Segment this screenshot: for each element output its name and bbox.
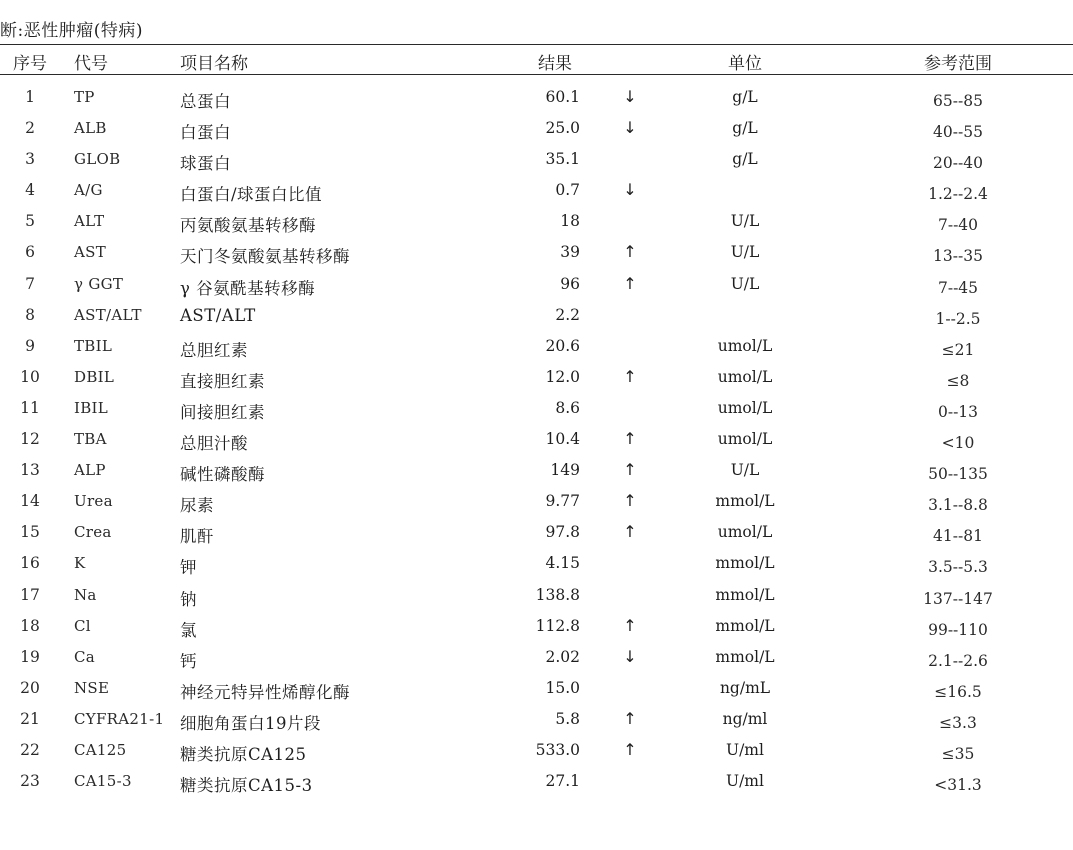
row-range: 0--13 [937, 402, 979, 421]
row-flag-arrow: ↑ [623, 273, 637, 293]
table-row [0, 84, 1073, 115]
row-code: TBIL [74, 336, 113, 355]
row-flag-arrow: ↓ [623, 180, 637, 200]
header-name: 项目名称 [180, 54, 248, 74]
row-result: 138.8 [535, 585, 580, 604]
table-row [0, 271, 1073, 302]
row-range: 20--40 [933, 154, 983, 173]
row-name: 总胆汁酸 [180, 434, 248, 454]
row-code: TBA [74, 430, 107, 449]
row-name: γ 谷氨酰基转移酶 [180, 278, 316, 298]
row-range: 7--40 [937, 216, 979, 235]
row-unit: g/L [732, 88, 758, 106]
row-code: γ GGT [74, 274, 124, 293]
header-top-rule [0, 44, 1073, 45]
row-seq: 22 [20, 740, 40, 759]
row-seq: 3 [25, 150, 35, 169]
table-row [0, 488, 1073, 519]
row-name: 氯 [180, 620, 197, 640]
row-result: 9.77 [545, 492, 580, 511]
row-unit: U/ml [726, 772, 764, 791]
row-name: 碱性磷酸酶 [180, 465, 265, 485]
row-seq: 19 [20, 647, 40, 666]
row-result: 27.1 [545, 772, 580, 791]
row-code: Crea [74, 523, 112, 542]
row-unit: umol/L [717, 430, 773, 449]
row-code: CA15-3 [74, 772, 132, 791]
row-name: 钠 [180, 589, 197, 609]
row-range: 1--2.5 [935, 309, 981, 328]
row-code: Urea [74, 492, 113, 511]
row-seq: 21 [20, 709, 40, 728]
row-seq: 11 [20, 398, 40, 417]
row-unit: ng/ml [722, 709, 768, 728]
row-result: 2.2 [555, 305, 580, 324]
table-row [0, 146, 1073, 177]
table-header [0, 49, 1073, 73]
row-range: 99--110 [928, 620, 988, 639]
table-row [0, 644, 1073, 675]
table-row [0, 239, 1073, 270]
row-name: 尿素 [180, 496, 214, 516]
row-flag-arrow: ↑ [623, 708, 637, 728]
row-unit: mmol/L [715, 492, 775, 511]
row-range: 41--81 [933, 527, 983, 546]
row-seq: 7 [25, 274, 35, 293]
row-flag-arrow: ↓ [623, 87, 637, 106]
row-unit: U/L [730, 212, 760, 231]
row-range: ≤3.3 [939, 713, 977, 732]
row-range: ≤8 [946, 371, 970, 390]
row-unit: mmol/L [715, 585, 775, 604]
row-result: 149 [550, 461, 580, 480]
row-name: 丙氨酸氨基转移酶 [180, 216, 316, 236]
row-flag-arrow: ↑ [623, 460, 637, 480]
row-flag-arrow: ↑ [623, 739, 637, 759]
row-code: A/G [74, 181, 103, 200]
row-result: 39 [560, 243, 580, 262]
row-seq: 1 [25, 88, 35, 106]
diagnosis-line: 断:恶性肿瘤(特病) [0, 21, 143, 41]
row-name: 神经元特异性烯醇化酶 [180, 682, 350, 702]
row-code: Na [74, 585, 97, 604]
row-result: 533.0 [535, 740, 580, 759]
header-bottom-rule [0, 74, 1073, 75]
row-result: 35.1 [545, 150, 580, 169]
table-row [0, 115, 1073, 146]
row-seq: 16 [20, 554, 40, 573]
table-row [0, 364, 1073, 395]
table-row [0, 457, 1073, 488]
row-range: 40--55 [933, 123, 983, 142]
row-seq: 5 [25, 212, 35, 231]
row-seq: 13 [20, 461, 40, 480]
row-range: 2.1--2.6 [928, 651, 988, 670]
header-range: 参考范围 [924, 54, 992, 74]
table-row [0, 519, 1073, 550]
row-code: Cl [74, 616, 91, 635]
row-result: 18 [560, 212, 580, 231]
table-row [0, 333, 1073, 364]
row-name: 直接胆红素 [180, 371, 265, 391]
row-range: 1.2--2.4 [928, 185, 988, 204]
row-name: 肌酐 [180, 527, 214, 547]
row-result: 0.7 [555, 181, 580, 200]
row-range: <31.3 [934, 776, 982, 795]
row-seq: 15 [20, 523, 40, 542]
row-seq: 8 [25, 305, 35, 324]
row-unit: U/L [730, 461, 760, 480]
table-row [0, 395, 1073, 426]
row-flag-arrow: ↑ [623, 429, 637, 449]
row-code: GLOB [74, 150, 121, 169]
table-row [0, 582, 1073, 613]
row-seq: 10 [20, 367, 40, 386]
row-seq: 18 [20, 616, 40, 635]
row-seq: 2 [25, 119, 35, 138]
results-table-body [0, 84, 1073, 799]
header-result: 结果 [538, 54, 572, 74]
row-flag-arrow: ↑ [623, 366, 637, 386]
row-flag-arrow: ↓ [623, 118, 637, 138]
table-row [0, 737, 1073, 768]
row-unit: U/L [730, 243, 760, 262]
row-result: 96 [560, 274, 580, 293]
row-name: 天门冬氨酸氨基转移酶 [180, 247, 350, 267]
row-name: 白蛋白 [180, 123, 231, 143]
row-range: 50--135 [928, 465, 988, 484]
row-seq: 6 [25, 243, 35, 262]
row-flag-arrow: ↓ [623, 646, 637, 666]
row-code: TP [74, 88, 95, 106]
table-row [0, 208, 1073, 239]
row-unit: umol/L [717, 523, 773, 542]
row-name: 细胞角蛋白19片段 [180, 713, 321, 733]
row-flag-arrow: ↑ [623, 491, 637, 511]
row-result: 2.02 [545, 647, 580, 666]
row-name: 白蛋白/球蛋白比值 [180, 185, 323, 205]
row-range: 65--85 [933, 92, 983, 110]
row-name: 间接胆红素 [180, 402, 265, 422]
row-seq: 4 [25, 181, 35, 200]
row-unit: U/ml [726, 740, 764, 759]
row-code: IBIL [74, 398, 109, 417]
row-code: NSE [74, 678, 110, 697]
row-name: 钾 [180, 558, 197, 578]
row-unit: mmol/L [715, 647, 775, 666]
row-range: 3.5--5.3 [928, 558, 988, 577]
row-code: K [74, 554, 86, 573]
row-result: 60.1 [545, 88, 580, 106]
row-range: 3.1--8.8 [928, 496, 988, 515]
row-result: 15.0 [545, 678, 580, 697]
row-name: 总蛋白 [180, 92, 231, 111]
row-result: 10.4 [545, 430, 580, 449]
row-seq: 17 [20, 585, 40, 604]
header-unit: 单位 [728, 54, 762, 74]
row-flag-arrow: ↑ [623, 522, 637, 542]
table-row [0, 768, 1073, 799]
table-row [0, 426, 1073, 457]
row-range: 137--147 [923, 589, 993, 608]
table-row [0, 302, 1073, 333]
header-code: 代号 [74, 54, 108, 74]
row-seq: 20 [20, 678, 40, 697]
row-code: ALB [74, 119, 107, 138]
table-row [0, 613, 1073, 644]
row-unit: ng/mL [719, 678, 771, 697]
row-seq: 12 [20, 430, 40, 449]
row-result: 4.15 [545, 554, 580, 573]
table-row [0, 550, 1073, 581]
row-name: 总胆红素 [180, 340, 248, 360]
row-name: AST/ALT [180, 305, 256, 325]
row-unit: mmol/L [715, 554, 775, 573]
row-unit: g/L [732, 150, 758, 169]
row-result: 8.6 [555, 398, 580, 417]
row-unit: g/L [732, 119, 758, 138]
row-result: 25.0 [545, 119, 580, 138]
row-seq: 14 [20, 492, 40, 511]
row-flag-arrow: ↑ [623, 242, 637, 262]
row-range: 7--45 [937, 278, 979, 297]
row-code: CA125 [74, 740, 127, 759]
row-code: AST [74, 243, 107, 262]
row-flag-arrow: ↑ [623, 615, 637, 635]
row-range: <10 [941, 434, 975, 453]
row-unit: umol/L [717, 336, 773, 355]
row-name: 球蛋白 [180, 154, 231, 174]
row-code: ALP [74, 461, 106, 480]
table-row [0, 675, 1073, 706]
row-range: ≤35 [941, 744, 975, 763]
row-name: 糖类抗原CA15-3 [180, 776, 313, 796]
row-seq: 9 [25, 336, 35, 355]
row-unit: U/L [730, 274, 760, 293]
table-row [0, 706, 1073, 737]
row-seq: 23 [20, 772, 40, 791]
row-code: DBIL [74, 367, 115, 386]
row-unit: umol/L [717, 367, 773, 386]
row-code: Ca [74, 647, 96, 666]
row-result: 97.8 [545, 523, 580, 542]
table-row [0, 177, 1073, 208]
row-result: 20.6 [545, 336, 580, 355]
row-unit: umol/L [717, 398, 773, 417]
row-code: AST/ALT [74, 305, 142, 324]
row-code: CYFRA21-1 [74, 709, 165, 728]
row-result: 12.0 [545, 367, 580, 386]
row-unit: mmol/L [715, 616, 775, 635]
row-result: 112.8 [535, 616, 580, 635]
row-range: ≤16.5 [934, 682, 982, 701]
header-seq: 序号 [13, 54, 47, 74]
row-code: ALT [74, 212, 105, 231]
row-result: 5.8 [555, 709, 580, 728]
row-range: 13--35 [933, 247, 983, 266]
row-name: 钙 [180, 651, 197, 671]
row-name: 糖类抗原CA125 [180, 744, 307, 764]
row-range: ≤21 [941, 340, 975, 359]
